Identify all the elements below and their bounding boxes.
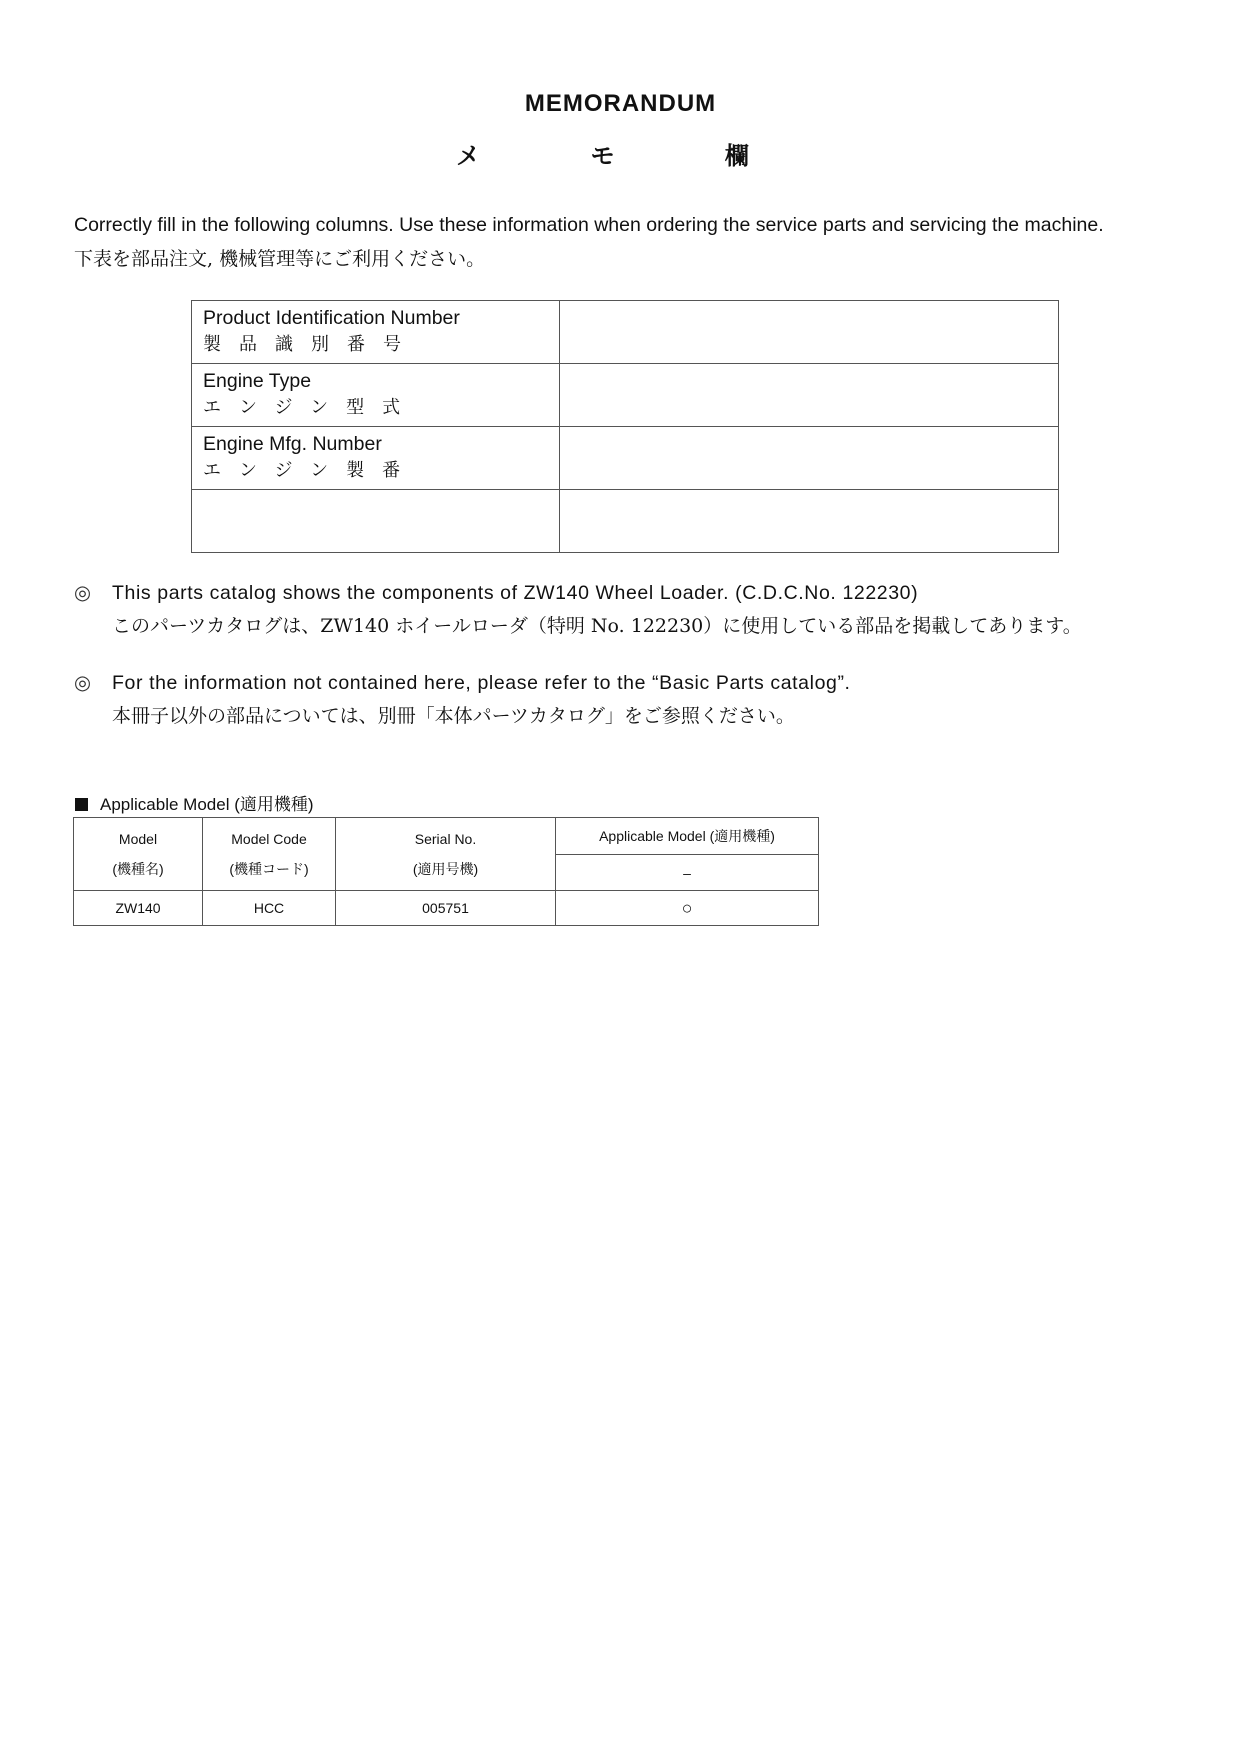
header-model-code <box>203 818 336 891</box>
note-text-en: For the information not contained here, please refer to the “Basic Parts catalog”. <box>112 672 851 694</box>
intro-text-jp: 下表を部品注文, 機械管理等にご利用ください。 <box>74 248 486 270</box>
header-code-en: Model Code <box>231 831 307 847</box>
header-model <box>74 818 203 891</box>
memo-label-jp: エンジン型式 <box>203 397 419 418</box>
cell-serial-no: 005751 <box>336 891 556 926</box>
header-code-jp: (機種コード) <box>229 861 309 877</box>
header-serial-no <box>336 818 556 891</box>
header-serial-en: Serial No. <box>414 831 477 847</box>
memo-label-cell <box>192 364 560 427</box>
applicable-model-heading <box>75 790 314 815</box>
memo-row-engine-mfg <box>192 427 1059 490</box>
cell-model-code: HCC <box>203 891 336 926</box>
applicable-model-heading-text: Applicable Model (適用機種) <box>100 795 314 814</box>
memo-row-engine-type <box>192 364 1059 427</box>
memo-label-en: Engine Mfg. Number <box>203 433 382 455</box>
note-catalog-scope <box>74 581 918 605</box>
memo-label-en: Product Identification Number <box>203 307 460 329</box>
note-text-jp: このパーツカタログは、ZW140 ホイールローダ（特明 No. 122230）に使用している部品を掲載してあります。 <box>112 615 1082 637</box>
memo-row-product-id <box>192 301 1059 364</box>
intro-text-en: Correctly fill in the following columns. Use these information when ordering the service parts and servicing the machine. <box>74 214 1104 236</box>
double-circle-icon: ◎ <box>74 671 92 694</box>
memo-row-blank <box>192 490 1059 553</box>
double-circle-icon: ◎ <box>74 581 92 604</box>
table-row <box>74 891 819 926</box>
memo-label-cell <box>192 427 560 490</box>
circle-mark-icon: ○ <box>556 891 819 926</box>
memo-label-cell <box>192 301 560 364</box>
header-model-en: Model <box>118 831 158 847</box>
header-serial-jp: (適用号機) <box>412 861 479 877</box>
square-bullet-icon <box>75 798 88 811</box>
memo-value-product-id[interactable] <box>560 301 1059 364</box>
header-applicable-sub: – <box>556 855 819 891</box>
header-model-jp: (機種名) <box>112 861 164 877</box>
page-title-jp: メ モ 欄 <box>456 142 785 170</box>
memo-label-en: Engine Type <box>203 370 312 392</box>
memo-label-jp: 製品識別番号 <box>203 334 419 355</box>
cell-model: ZW140 <box>74 891 203 926</box>
table-header-row <box>74 818 819 855</box>
memo-label-jp: エンジン製番 <box>203 460 419 481</box>
note-basic-catalog <box>74 671 851 695</box>
header-applicable-model: Applicable Model (適用機種) <box>556 818 819 855</box>
note-text-en: This parts catalog shows the components of ZW140 Wheel Loader. (C.D.C.No. 122230) <box>112 582 919 604</box>
memo-value-engine-mfg[interactable] <box>560 427 1059 490</box>
memo-value-engine-type[interactable] <box>560 364 1059 427</box>
memo-table <box>191 300 1059 553</box>
page-title: MEMORANDUM <box>524 90 717 117</box>
memo-label-cell-blank[interactable] <box>192 490 560 553</box>
applicable-model-table <box>73 817 819 926</box>
memo-value-blank[interactable] <box>560 490 1059 553</box>
note-text-jp: 本冊子以外の部品については、別冊「本体パーツカタログ」をご参照ください。 <box>112 705 795 727</box>
